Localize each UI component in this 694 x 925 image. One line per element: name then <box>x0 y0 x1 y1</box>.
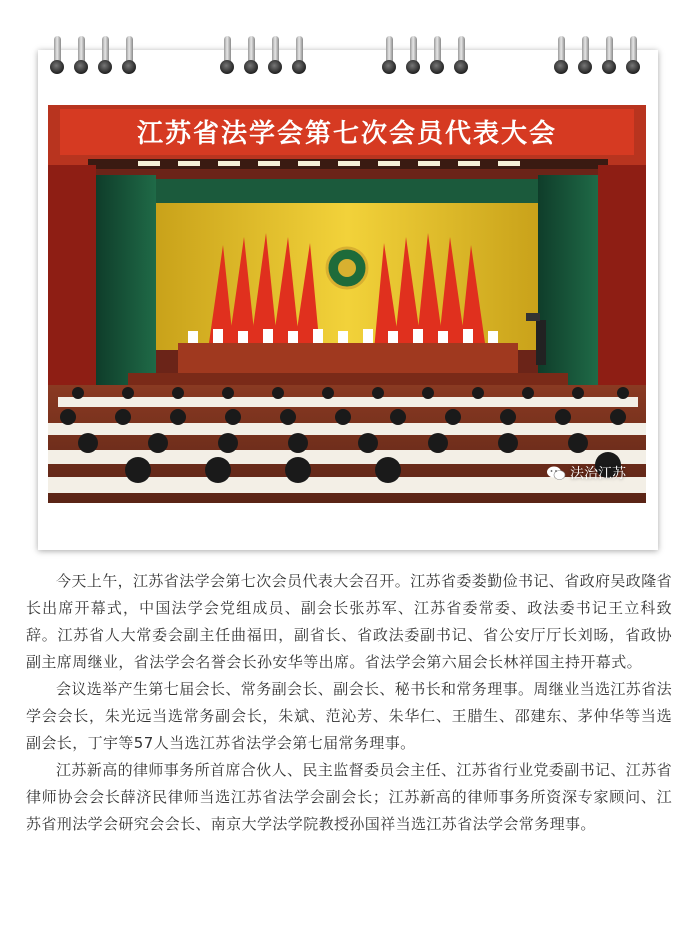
conference-photo <box>48 105 646 503</box>
binding-ring <box>76 36 86 76</box>
binding-ring <box>294 36 304 76</box>
binding-ring <box>384 36 394 76</box>
binding-ring <box>270 36 280 76</box>
article-body <box>26 568 672 838</box>
binding-ring <box>556 36 566 76</box>
watermark <box>546 463 626 483</box>
binding-ring <box>604 36 614 76</box>
watermark-text: 法治江苏 <box>570 466 626 482</box>
binding-ring <box>124 36 134 76</box>
binding-ring <box>246 36 256 76</box>
binding-ring <box>52 36 62 76</box>
binding-ring <box>222 36 232 76</box>
banner-text: 江苏省法学会第七次会员代表大会 <box>136 119 558 149</box>
binding-ring <box>408 36 418 76</box>
conference-hall-illustration <box>48 105 646 503</box>
binding-ring <box>432 36 442 76</box>
binding-ring <box>456 36 466 76</box>
article-paragraph: 会议选举产生第七届会长、常务副会长、副会长、秘书长和常务理事。周继业当选江苏省法学会会长，朱光远当选常务副会长，朱斌、范沁芳、朱华仁、王腊生、邵建东、茅仲华等当选副会长，丁宇等57人当选江苏省法学会第七届常务理事。 <box>26 680 673 752</box>
photo-card <box>38 50 658 550</box>
wechat-icon <box>546 465 566 481</box>
binding-ring <box>628 36 638 76</box>
article-paragraph: 江苏新高的律师事务所首席合伙人、民主监督委员会主任、江苏省行业党委副书记、江苏省律师协会会长薛济民律师当选江苏省法学会副会长；江苏新高的律师事务所资深专家顾问、江苏省刑法学会研究会会长、南京大学法学院教授孙国祥当选江苏省法学会常务理事。 <box>26 761 673 833</box>
binding-ring <box>580 36 590 76</box>
article-paragraph: 今天上午，江苏省法学会第七次会员代表大会召开。江苏省委娄勤俭书记、省政府吴政隆省长出席开幕式，中国法学会党组成员、副会长张苏军、江苏省委常委、政法委书记王立科致辞。江苏省人大常委会副主任曲福田，副省长、省政法委副书记、省公安厅厅长刘旸，省政协副主席周继业，省法学会名誉会长孙安华等出席。省法学会第六届会长林祥国主持开幕式。 <box>26 572 673 671</box>
binding-ring <box>100 36 110 76</box>
